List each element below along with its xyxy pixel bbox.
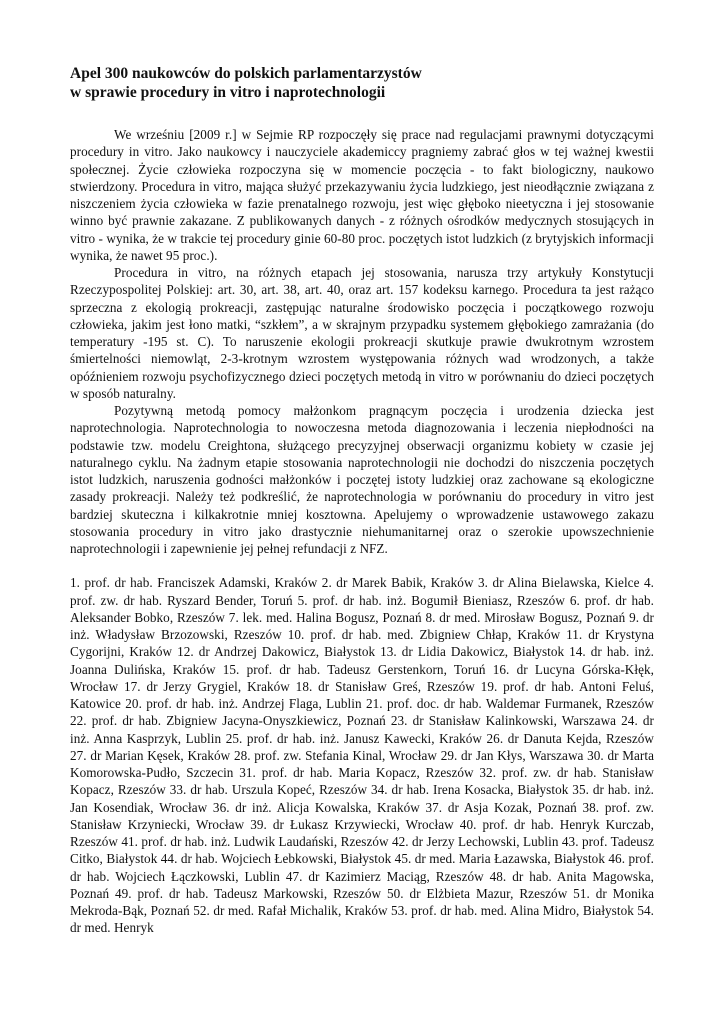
paragraph-3: Pozytywną metodą pomocy małżonkom pragnącym poczęcia i urodzenia dziecka jest naprotechnologia. Naprotechnologia to nowoczesna metoda diagnozowania i leczenia niepłodności na podstawie tzw. modelu Creightona, służącego precyzyjnej obserwacji organizmu kobiety w czasie jej naturalnego cyklu. Na żadnym etapie stosowania naprotechnologii nie dochodzi do niszczenia poczętych istot ludzkich, naruszenia godności małżonków i poczętej istoty ludzkiej oraz zachowane są ekologiczne zasady prokreacji. Należy też podkreślić, że naprotechnologia w porównaniu do procedury in vitro jest bardziej skuteczna i kilkakrotnie mniej kosztowna. Apelujemy o wprowadzenie ustawowego zakazu stosowania procedury in vitro jako drastycznie niehumanitarnej oraz o szerokie upowszechnienie naprotechnologii i zapewnienie jej pełnej refundacji z NFZ.: [70, 403, 654, 556]
title-line-1: Apel 300 naukowców do polskich parlamentarzystów: [70, 65, 422, 82]
signatories-list: 1. prof. dr hab. Franciszek Adamski, Kraków 2. dr Marek Babik, Kraków 3. dr Alina Bielawska, Kielce 4. prof. zw. dr hab. Ryszard Bender, Toruń 5. prof. dr hab. inż. Bogumił Bieniasz, Rzeszów 6. prof. dr hab. Aleksander Bobko, Rzeszów 7. lek. med. Halina Bogusz, Poznań 8. dr med. Mirosław Bogusz, Poznań 9. dr inż. Władysław Brzozowski, Rzeszów 10. prof. dr hab. med. Zbigniew Chłap, Kraków 11. dr Krystyna Cygorijni, Kraków 12. dr Andrzej Dakowicz, Białystok 13. dr Lidia Dakowicz, Białystok 14. dr hab. inż. Joanna Dulińska, Kraków 15. prof. dr hab. Tadeusz Gerstenkorn, Toruń 16. dr Lucyna Górska-Kłęk, Wrocław 17. dr Jerzy Grygiel, Kraków 18. dr Stanisław Greś, Rzeszów 19. prof. dr hab. Antoni Feluś, Katowice 20. prof. dr hab. inż. Andrzej Flaga, Lublin 21. prof. doc. dr hab. Waldemar Furmanek, Rzeszów 22. prof. dr hab. Zbigniew Jacyna-Onyszkiewicz, Poznań 23. dr Stanisław Kalinkowski, Warszawa 24. dr inż. Anna Kasprzyk, Lublin 25. prof. dr hab. inż. Janusz Kawecki, Kraków 26. dr Danuta Kejda, Rzeszów 27. dr Marian Kęsek, Kraków 28. prof. zw. Stefania Kinal, Wrocław 29. dr Jan Kłys, Warszawa 30. dr Marta Komorowska-Pudło, Szczecin 31. prof. dr hab. Maria Kopacz, Rzeszów 32. prof. zw. dr hab. Stanisław Kopacz, Rzeszów 33. dr hab. Urszula Kopeć, Rzeszów 34. dr hab. Irena Kosacka, Białystok 35. dr hab. inż. Jan Kosendiak, Wrocław 36. dr inż. Alicja Kowalska, Kraków 37. dr Asja Kozak, Poznań 38. prof. zw. Stanisław Krzyniecki, Wrocław 39. dr Łukasz Krzywiecki, Wrocław 40. prof. dr hab. Henryk Kurczab, Rzeszów 41. prof. dr hab. inż. Ludwik Laudański, Rzeszów 42. dr Jerzy Lechowski, Lublin 43. prof. Tadeusz Citko, Białystok 44. dr hab. Wojciech Łebkowski, Białystok 45. dr med. Maria Łazawska, Białystok 46. prof. dr hab. Wojciech Łączkowski, Lublin 47. dr Kazimierz Maciąg, Rzeszów 48. dr hab. Anita Magowska, Poznań 49. prof. dr hab. Tadeusz Markowski, Rzeszów 50. dr Elżbieta Mazur, Rzeszów 51. dr Monika Mekroda-Bąk, Poznań 52. dr med. Rafał Michalik, Kraków 53. prof. dr hab. med. Alina Midro, Białystok 54. dr med. Henryk: [70, 575, 654, 936]
paragraph-2: Procedura in vitro, na różnych etapach jej stosowania, narusza trzy artykuły Konstytucji Rzeczypospolitej Polskiej: art. 30, art. 38, art. 40, oraz art. 157 kodeksu karnego. Procedura ta jest rażąco sprzeczna z ekologią prokreacji, zastępując naturalne środowisko poczęcia i początkowego rozwoju człowieka, jakim jest łono matki, “szkłem”, a w skrajnym przypadku systemem głębokiego zamrażania (do temperatury -195 st. C). To naruszenie ekologii prokreacji skutkuje prawie dwukrotnym wzrostem śmiertelności niemowląt, 2-3-krotnym wzrostem występowania różnych wad wrodzonych, a także opóźnieniem rozwoju psychofizycznego dzieci poczętych metodą in vitro w porównaniu do dzieci poczętych w sposób naturalny.: [70, 265, 654, 401]
document-page: [70, 64, 654, 937]
paragraph-1: We wrześniu [2009 r.] w Sejmie RP rozpoczęły się prace nad regulacjami prawnymi dotyczącymi procedury in vitro. Jako naukowcy i nauczyciele akademiccy pragniemy zabrać głos w tej ważnej kwestii społecznej. Życie człowieka rozpoczyna się w momencie poczęcia - to fakt biologiczny, naukowo stwierdzony. Procedura in vitro, mająca służyć przekazywaniu życia ludzkiego, jest nieodłącznie związana z niszczeniem życia człowieka w fazie prenatalnego rozwoju, jest więc głęboko nieetyczna i jej stosowanie winno być prawnie zakazane. Z publikowanych danych - z różnych ośrodków medycznych stosujących in vitro - wynika, że w trakcie tej procedury ginie 60-80 proc. poczętych istot ludzkich (z brytyjskich informacji wynika, że nawet 95 proc.).: [70, 127, 654, 263]
appeal-body: [70, 126, 654, 557]
document-title: [70, 64, 654, 102]
title-line-2: w sprawie procedury in vitro i naprotechnologii: [70, 84, 386, 101]
